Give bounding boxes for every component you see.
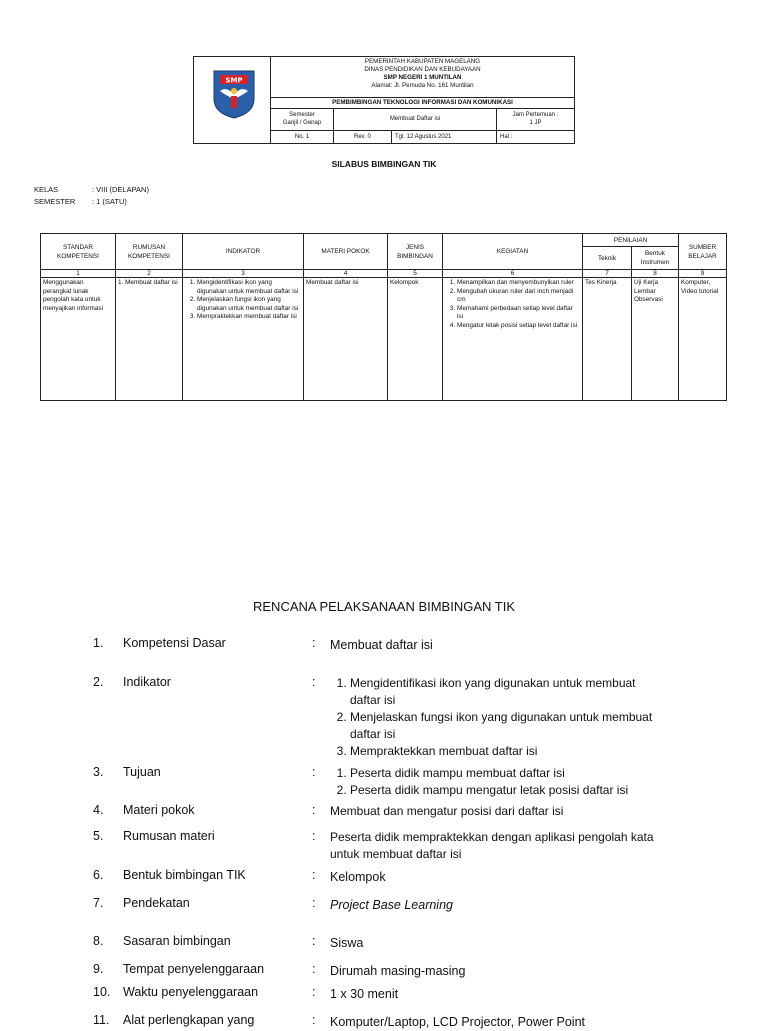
kegiatan-item: 1. Menampilkan dan menyembunyikan ruler [457,279,580,288]
rpp-number: 3. [93,765,104,779]
rpp-list [330,675,660,760]
organization-block [271,57,574,98]
silabus-title: SILABUS BIMBINGAN TIK [331,159,437,169]
col-header-penilaian: PENILAIAN [583,234,679,247]
col-number: 2 [116,270,183,278]
doc-page: Hal : [496,130,574,144]
header-row-doc-info [271,130,574,144]
col-header-standar: STANDAR KOMPETENSI [41,234,116,270]
col-number: 5 [388,270,443,278]
rpp-number: 10. [93,985,111,999]
rpp-number: 8. [93,934,104,948]
rpp-list-item: 1. Mengidentifikasi ikon yang digunakan untuk membuat daftar isi [350,675,660,709]
cell-materi: Membuat daftar isi [304,278,388,401]
rpp-number: 6. [93,868,104,882]
semester-label: Semester [289,112,315,118]
rpp-list-item: 2. Menjelaskan fungsi ikon yang digunakan untuk membuat daftar isi [350,709,660,743]
rpp-value: Kelompok [330,870,386,884]
doc-number: No. 1 [294,134,310,140]
rpp-number: 1. [93,636,104,650]
rpp-colon: : [312,675,316,689]
rpp-colon: : [312,1013,316,1027]
meeting-value: 1 JP [529,120,542,126]
rpp-value: Project Base Learning [330,898,453,912]
rpp-colon: : [312,803,316,817]
meeting-cell [496,108,574,130]
meta-semester [34,197,127,206]
rpp-label: Materi pokok [123,803,195,817]
org-line-3: SMP NEGERI 1 MUNTILAN [383,74,462,81]
rpp-colon: : [312,829,316,843]
rpp-label: Indikator [123,675,171,689]
rpp-label: Tempat penyelenggaraan [123,962,265,976]
col-header-kegiatan: KEGIATAN [443,234,583,270]
topic-text: Membuat Daftar isi [389,116,441,122]
school-logo [212,69,256,119]
meta-semester-value: : 1 (SATU) [92,197,127,206]
org-line-4: Alamat: Jl. Pemuda No. 161 Muntilan [371,82,474,89]
cell-standar: Menggunakan perangkat lunak pengolah kata untuk menyajikan informasi [41,278,116,401]
rpp-list-item: 2. Peserta didik mampu mengatur letak posisi daftar isi [350,782,670,799]
org-line-1: PEMERINTAH KABUPATEN MAGELANG [364,58,481,65]
rpp-number: 2. [93,675,104,689]
rpp-label: Pendekatan [123,896,190,910]
meta-kelas-value: : VIII (DELAPAN) [92,185,149,194]
col-header-jenis: JENIS BIMBINGAN [388,234,443,270]
rpp-list [330,765,670,799]
svg-text:SMP: SMP [225,76,243,85]
cell-kegiatan [443,278,583,401]
rpp-number: 11. [93,1013,110,1027]
rpp-label: Alat perlengkapan yang [123,1013,255,1027]
rpp-colon: : [312,765,316,779]
rpp-number: 5. [93,829,104,843]
rpp-label: Rumusan materi [123,829,215,843]
col-number: 9 [679,270,727,278]
col-header-teknik: Teknik [583,247,632,270]
semester-cell [271,108,333,130]
kegiatan-item: 3. Memahami perbedaan setiap level daftar isi [457,305,580,322]
document-header [193,56,575,144]
silabus-table [40,233,727,401]
col-header-indikator: INDIKATOR [183,234,304,270]
rpp-value: Komputer/Laptop, LCD Projector, Power Point [330,1015,585,1029]
indikator-item: 3. Mempraktekkan membuat daftar isi [197,313,301,322]
doc-date: Tgl. 12 Agustus 2021 [391,130,496,144]
col-number: 6 [443,270,583,278]
rpp-value: Membuat daftar isi [330,638,433,652]
rpp-colon: : [312,896,316,910]
subject-title: PEMBIMBINGAN TEKNOLOGI INFORMASI DAN KOMUNIKASI [271,97,574,109]
semester-value: Ganjil / Genap [282,120,322,126]
rpp-colon: : [312,962,316,976]
topic-cell [333,108,496,130]
col-header-bentuk: Bentuk Instrumen [632,247,679,270]
cell-teknik: Tes Kinerja [583,278,632,401]
rpp-value: Peserta didik mempraktekkan dengan aplikasi pengolah kata untuk membuat daftar isi [330,830,654,861]
rpp-label: Kompetensi Dasar [123,636,226,650]
col-number: 1 [41,270,116,278]
col-header-rumusan: RUMUSAN KOMPETENSI [116,234,183,270]
cell-bentuk: Uji Kerja Lembar Observasi [632,278,679,401]
rpp-number: 4. [93,803,104,817]
rpp-list-item: 1. Peserta didik mampu membuat daftar isi [350,765,670,782]
kegiatan-item: 2. Mengubah ukuran ruler dari inch menjadi cm [457,288,580,305]
rpp-value: 1 x 30 menit [330,987,399,1001]
meeting-label: Jam Pertemuan : [512,112,559,118]
rpp-colon: : [312,868,316,882]
rpp-label: Sasaran bimbingan [123,934,231,948]
cell-rumusan: 1. Membuat daftar isi [116,278,183,401]
table-header-row [41,234,727,247]
doc-revision: Rev. 0 [333,130,391,144]
rpp-value: Siswa [330,936,364,950]
col-number: 3 [183,270,304,278]
kegiatan-item: 4. Mengatur letak posisi setiap level daftar isi [457,322,580,331]
meta-semester-key: SEMESTER [34,197,76,206]
rpp-colon: : [312,934,316,948]
rpp-label: Tujuan [123,765,161,779]
rpp-colon: : [312,985,316,999]
rpp-number: 9. [93,962,104,976]
rpp-title: RENCANA PELAKSANAAN BIMBINGAN TIK [253,599,515,614]
cell-jenis: Kelompok [388,278,443,401]
org-line-2: DINAS PENDIDIKAN DAN KEBUDAYAAN [364,66,481,73]
col-number: 4 [304,270,388,278]
rpp-label: Waktu penyelenggaraan [123,985,259,999]
rpp-number: 7. [93,896,104,910]
col-number: 7 [583,270,632,278]
logo-cell [194,57,271,144]
rpp-value: Membuat dan mengatur posisi dari daftar isi [330,804,564,818]
rpp-colon: : [312,636,316,650]
meta-kelas-key: KELAS [34,185,59,194]
cell-indikator [183,278,304,401]
indikator-item: 2. Menjelaskan fungsi ikon yang digunakan untuk membuat daftar isi [197,296,301,313]
indikator-item: 1. Mengidentifikasi ikon yang digunakan untuk membuat daftar isi [197,279,301,296]
col-header-materi: MATERI POKOK [304,234,388,270]
rpp-label: Bentuk bimbingan TIK [123,868,246,882]
rpp-value: Dirumah masing-masing [330,964,466,978]
table-row [41,278,727,401]
cell-sumber: Komputer, Video tutorial [679,278,727,401]
header-row-semester [271,108,574,131]
table-number-row [41,270,727,278]
col-number: 8 [632,270,679,278]
meta-kelas [34,185,149,194]
rpp-list-item: 3. Mempraktekkan membuat daftar isi [350,743,660,760]
col-header-sumber: SUMBER BELAJAR [679,234,727,270]
